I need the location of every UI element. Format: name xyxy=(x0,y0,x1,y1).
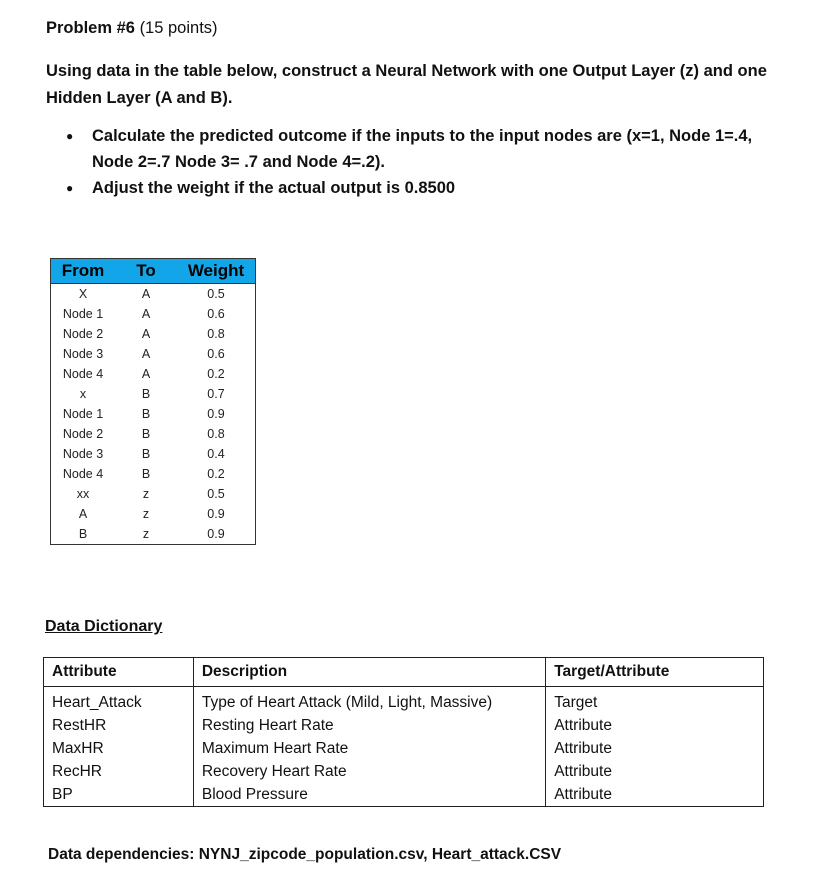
cell-to: A xyxy=(141,307,151,321)
cell-from: xx xyxy=(76,487,90,501)
data-dependencies: Data dependencies: NYNJ_zipcode_population.csv, Heart_attack.CSV xyxy=(48,846,562,863)
cell-to: A xyxy=(141,367,151,381)
table-row xyxy=(51,284,256,305)
cell-role: Attribute xyxy=(546,714,764,737)
dictionary-header xyxy=(44,658,764,687)
cell-from: Node 3 xyxy=(62,447,104,461)
cell-to: A xyxy=(141,287,151,301)
table-row xyxy=(51,384,256,404)
cell-from: B xyxy=(78,527,88,541)
data-dictionary-table xyxy=(43,657,764,807)
table-row xyxy=(51,324,256,344)
cell-weight: 0.6 xyxy=(207,347,225,361)
problem-number: Problem #6 xyxy=(46,19,135,37)
cell-to: z xyxy=(142,507,150,521)
table-row xyxy=(51,504,256,524)
table-row xyxy=(44,737,764,760)
cell-to: z xyxy=(142,487,150,501)
cell-weight: 0.5 xyxy=(207,487,225,501)
task-item: ● Calculate the predicted outcome if the inputs to the input nodes are (x=1, Node 1=.4, Node 2=.7 Node 3= .7 and Node 4=.2). xyxy=(66,123,766,175)
cell-role: Attribute xyxy=(546,737,764,760)
data-dictionary-title: Data Dictionary xyxy=(45,618,163,635)
table-row xyxy=(51,344,256,364)
cell-role: Attribute xyxy=(546,783,764,807)
cell-weight: 0.9 xyxy=(207,407,225,421)
cell-attribute: Heart_Attack xyxy=(44,687,194,715)
table-row xyxy=(51,424,256,444)
task-list xyxy=(66,123,766,201)
table-row xyxy=(44,783,764,807)
cell-to: z xyxy=(142,527,150,541)
cell-description: Maximum Heart Rate xyxy=(193,737,545,760)
cell-attribute: BP xyxy=(44,783,194,807)
cell-description: Type of Heart Attack (Mild, Light, Massive) xyxy=(193,687,545,715)
weight-table xyxy=(50,258,256,545)
cell-weight: 0.6 xyxy=(207,307,225,321)
cell-attribute: MaxHR xyxy=(44,737,194,760)
cell-role: Attribute xyxy=(546,760,764,783)
table-row xyxy=(44,714,764,737)
header-target-attribute: Target/Attribute xyxy=(546,658,764,687)
cell-to: B xyxy=(141,467,151,481)
header-attribute: Attribute xyxy=(44,658,194,687)
cell-weight: 0.8 xyxy=(207,327,225,341)
cell-weight: 0.9 xyxy=(207,527,225,541)
cell-from: Node 3 xyxy=(62,347,104,361)
cell-to: B xyxy=(141,387,151,401)
cell-from: Node 4 xyxy=(62,467,104,481)
cell-to: B xyxy=(141,407,151,421)
cell-weight: 0.2 xyxy=(207,467,225,481)
cell-role: Target xyxy=(546,687,764,715)
cell-from: Node 1 xyxy=(62,407,104,421)
cell-to: A xyxy=(141,327,151,341)
table-row xyxy=(44,687,764,715)
table-row xyxy=(51,484,256,504)
cell-to: A xyxy=(141,347,151,361)
table-row xyxy=(51,304,256,324)
header-to: To xyxy=(115,259,177,284)
cell-from: X xyxy=(78,287,88,301)
cell-weight: 0.8 xyxy=(207,427,225,441)
cell-weight: 0.5 xyxy=(207,287,225,301)
cell-from: Node 1 xyxy=(62,307,104,321)
table-row xyxy=(51,464,256,484)
cell-description: Recovery Heart Rate xyxy=(193,760,545,783)
problem-title xyxy=(46,19,218,38)
cell-attribute: RestHR xyxy=(44,714,194,737)
cell-from: Node 2 xyxy=(62,327,104,341)
header-weight: Weight xyxy=(177,259,256,284)
table-row xyxy=(51,524,256,545)
cell-attribute: RecHR xyxy=(44,760,194,783)
table-row xyxy=(44,760,764,783)
cell-weight: 0.7 xyxy=(207,387,225,401)
weight-table-header xyxy=(51,259,256,284)
problem-points: (15 points) xyxy=(139,19,218,37)
cell-to: B xyxy=(141,427,151,441)
table-row xyxy=(51,444,256,464)
cell-from: x xyxy=(79,387,87,401)
cell-from: A xyxy=(78,507,88,521)
cell-description: Resting Heart Rate xyxy=(193,714,545,737)
header-from: From xyxy=(51,259,116,284)
intro-text: Using data in the table below, construct a Neural Network with one Output Layer (z) and one Hidden Layer (A and B). xyxy=(46,62,767,107)
cell-weight: 0.9 xyxy=(207,507,225,521)
cell-from: Node 2 xyxy=(62,427,104,441)
task-item: ● Adjust the weight if the actual output is 0.8500 xyxy=(66,175,766,201)
cell-to: B xyxy=(141,447,151,461)
header-description: Description xyxy=(193,658,545,687)
cell-weight: 0.2 xyxy=(207,367,225,381)
cell-from: Node 4 xyxy=(62,367,104,381)
cell-description: Blood Pressure xyxy=(193,783,545,807)
table-row xyxy=(51,364,256,384)
cell-weight: 0.4 xyxy=(207,447,225,461)
table-row xyxy=(51,404,256,424)
